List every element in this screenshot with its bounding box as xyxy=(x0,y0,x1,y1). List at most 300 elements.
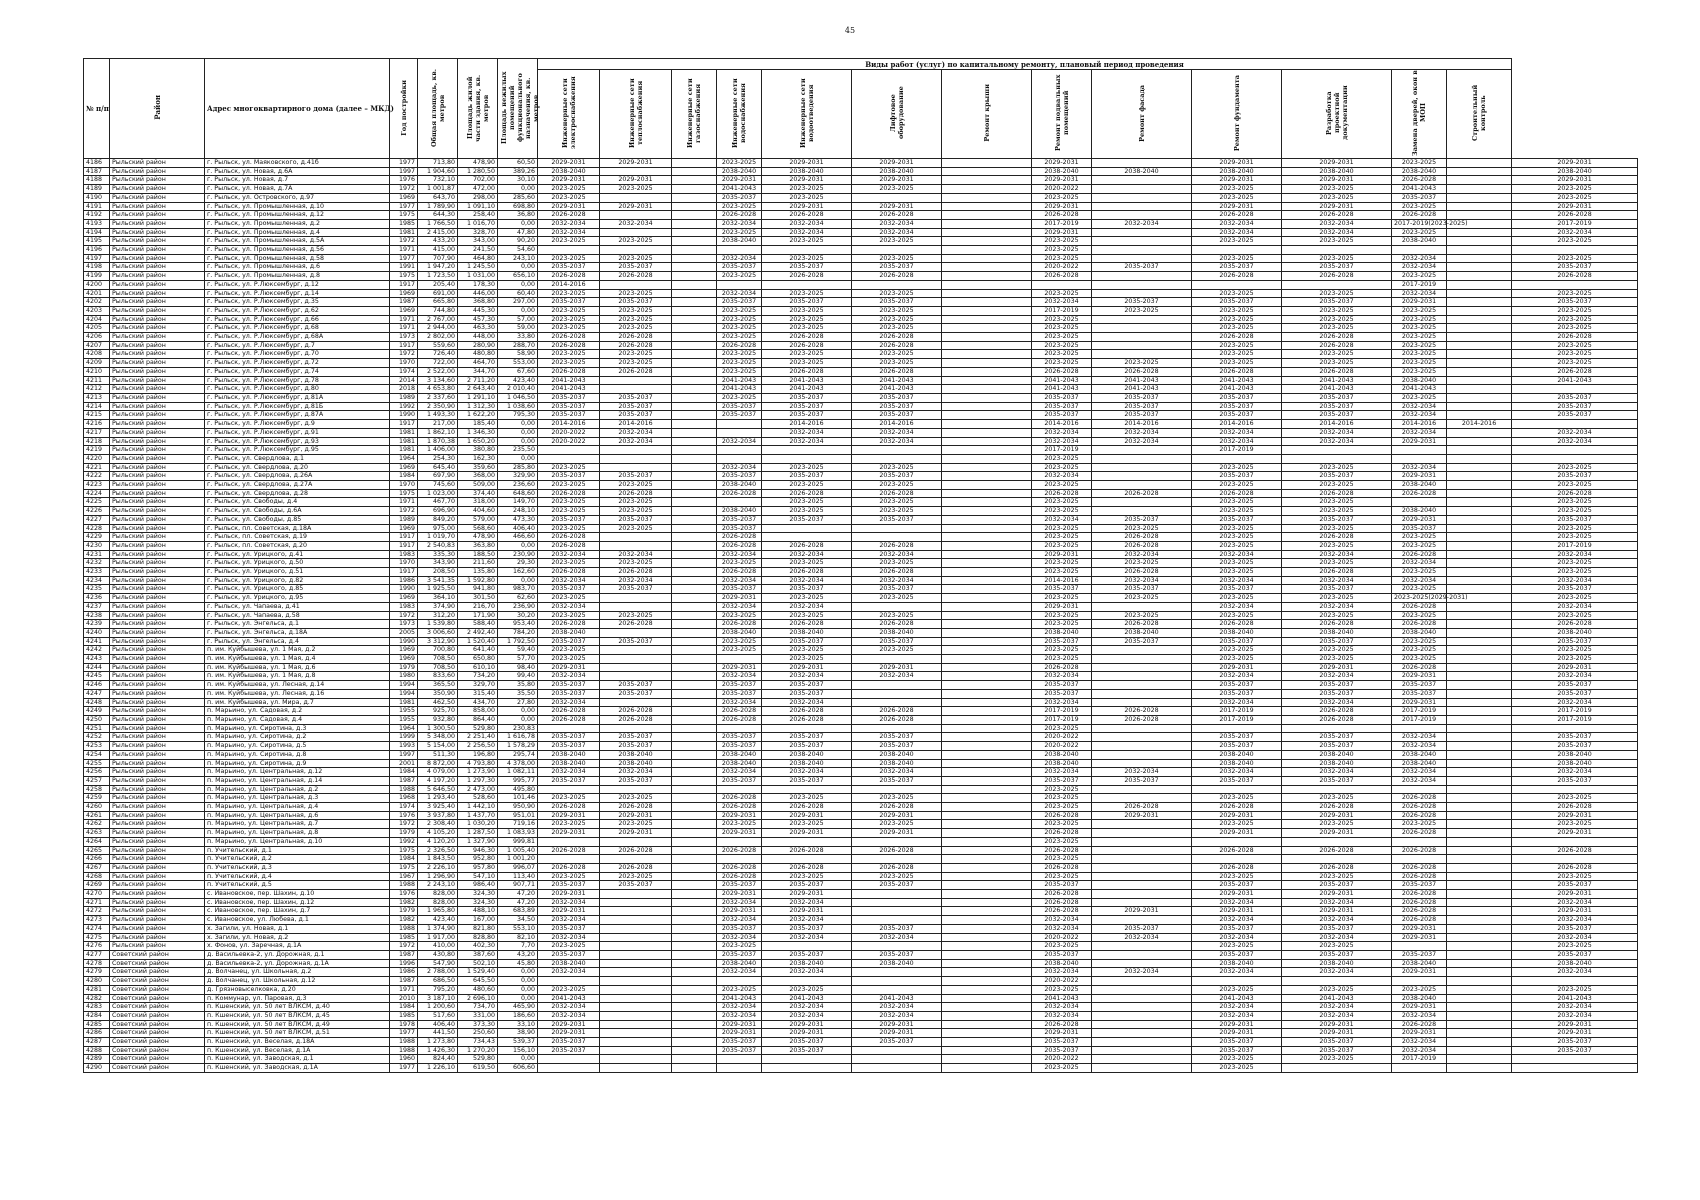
table-cell: 2023-2025 xyxy=(1392,820,1447,829)
table-cell: 402,30 xyxy=(458,942,498,951)
table-cell: Рыльский район xyxy=(110,907,205,916)
table-cell: 2023-2025 xyxy=(1192,594,1282,603)
table-cell xyxy=(600,672,672,681)
table-cell xyxy=(942,803,1032,812)
table-cell: 1969 xyxy=(390,646,418,655)
table-cell: 2032-2034 xyxy=(600,437,672,446)
table-cell: 2020-2022 xyxy=(1032,933,1092,942)
table-cell xyxy=(1092,333,1192,342)
table-cell: 2023-2025 xyxy=(600,559,672,568)
table-cell: 2023-2025 xyxy=(852,185,942,194)
table-cell: 365,50 xyxy=(418,681,458,690)
table-cell xyxy=(1192,785,1282,794)
table-cell: 2023-2025 xyxy=(1512,594,1638,603)
table-row xyxy=(84,750,1638,759)
table-row xyxy=(84,689,1638,698)
table-cell: Рыльский район xyxy=(110,898,205,907)
table-cell xyxy=(1447,541,1512,550)
table-cell: 2026-2028 xyxy=(1032,489,1092,498)
table-cell: 2035-2037 xyxy=(852,1038,942,1047)
table-cell xyxy=(1092,855,1192,864)
table-cell: 2023-2025 xyxy=(538,289,600,298)
table-cell: 2032-2034 xyxy=(1512,1011,1638,1020)
table-cell: 4286 xyxy=(84,1029,110,1038)
table-cell xyxy=(672,698,717,707)
table-row xyxy=(84,829,1638,838)
table-cell: 2035-2037 xyxy=(717,411,762,420)
table-cell xyxy=(762,246,852,255)
table-cell: 2026-2028 xyxy=(600,489,672,498)
table-cell: 2035-2037 xyxy=(538,742,600,751)
table-cell: 0,00 xyxy=(498,420,538,429)
table-cell xyxy=(942,515,1032,524)
table-cell: п. им. Куйбышева, ул. 1 Мая, д.4 xyxy=(205,655,390,664)
table-cell: 2023-2025 xyxy=(1192,646,1282,655)
table-cell: 2041-2043 xyxy=(1392,385,1447,394)
table-cell: 2 473,00 xyxy=(458,785,498,794)
table-cell: 2023-2025 xyxy=(1032,533,1092,542)
table-cell: г. Рыльск, ул. Новая, д.6А xyxy=(205,167,390,176)
table-cell xyxy=(942,724,1032,733)
table-cell xyxy=(672,324,717,333)
table-cell: 135,80 xyxy=(458,568,498,577)
table-cell: 2029-2031 xyxy=(1282,663,1392,672)
table-cell: 2032-2034 xyxy=(717,698,762,707)
table-cell xyxy=(600,907,672,916)
table-cell: 2032-2034 xyxy=(1192,1003,1282,1012)
table-cell: 4188 xyxy=(84,176,110,185)
table-cell: 4247 xyxy=(84,689,110,698)
table-cell: 4254 xyxy=(84,750,110,759)
table-cell: 2032-2034 xyxy=(852,1011,942,1020)
table-cell: 0,00 xyxy=(498,280,538,289)
table-cell: Рыльский район xyxy=(110,628,205,637)
table-cell: 2032-2034 xyxy=(1282,219,1392,228)
table-cell: 2023-2025 xyxy=(1192,315,1282,324)
table-cell xyxy=(1092,655,1192,664)
table-cell: 1 280,50 xyxy=(458,167,498,176)
table-cell xyxy=(672,655,717,664)
table-row xyxy=(84,437,1638,446)
table-cell: 559,60 xyxy=(418,341,458,350)
table-cell: г. Рыльск, ул. Р.Люксембург, д.91 xyxy=(205,428,390,437)
table-cell: 2014-2016 xyxy=(538,420,600,429)
table-row xyxy=(84,219,1638,228)
table-cell: 2038-2040 xyxy=(1282,750,1392,759)
table-cell xyxy=(1392,454,1447,463)
table-cell: 700,80 xyxy=(418,646,458,655)
table-cell: 3 541,35 xyxy=(418,576,458,585)
table-cell: 4262 xyxy=(84,820,110,829)
table-cell: 480,80 xyxy=(458,350,498,359)
table-cell: 2035-2037 xyxy=(1512,637,1638,646)
table-cell xyxy=(1092,159,1192,168)
table-cell xyxy=(942,933,1032,942)
table-cell: 4240 xyxy=(84,628,110,637)
table-cell xyxy=(1092,724,1192,733)
table-cell: 2023-2025 xyxy=(1392,611,1447,620)
table-cell: 2035-2037 xyxy=(1032,1046,1092,1055)
table-cell: 833,60 xyxy=(418,672,458,681)
table-cell: 2035-2037 xyxy=(538,681,600,690)
table-cell: 2026-2028 xyxy=(1282,533,1392,542)
table-cell: 2032-2034 xyxy=(1192,602,1282,611)
table-row xyxy=(84,498,1638,507)
table-cell: 1955 xyxy=(390,707,418,716)
table-row xyxy=(84,655,1638,664)
table-cell: 2032-2034 xyxy=(1512,576,1638,585)
table-cell: 2026-2028 xyxy=(600,846,672,855)
table-cell: 2029-2031 xyxy=(1282,159,1392,168)
table-cell: 2023-2025 xyxy=(762,794,852,803)
table-cell: 4235 xyxy=(84,585,110,594)
table-cell: 1 925,50 xyxy=(418,585,458,594)
table-cell: 4265 xyxy=(84,846,110,855)
table-cell: 2038-2040 xyxy=(600,759,672,768)
table-cell: 4289 xyxy=(84,1055,110,1064)
table-row xyxy=(84,855,1638,864)
table-cell: 4234 xyxy=(84,576,110,585)
table-cell: 2041-2043 xyxy=(717,185,762,194)
table-cell: 2032-2034 xyxy=(1282,1003,1392,1012)
table-cell: Рыльский район xyxy=(110,794,205,803)
table-cell: 4269 xyxy=(84,881,110,890)
table-cell: 2035-2037 xyxy=(852,472,942,481)
table-cell xyxy=(942,898,1032,907)
table-cell xyxy=(600,454,672,463)
table-cell xyxy=(942,620,1032,629)
table-cell xyxy=(942,1064,1032,1073)
table-cell: 2035-2037 xyxy=(600,733,672,742)
table-cell: Рыльский район xyxy=(110,672,205,681)
table-cell: Советский район xyxy=(110,950,205,959)
table-cell: 2032-2034 xyxy=(1392,289,1447,298)
table-cell: 2035-2037 xyxy=(538,776,600,785)
table-cell: 2035-2037 xyxy=(717,950,762,959)
table-cell: 2032-2034 xyxy=(600,550,672,559)
table-cell: 619,50 xyxy=(458,1064,498,1073)
table-cell: 462,50 xyxy=(418,698,458,707)
table-cell: 2032-2034 xyxy=(1192,698,1282,707)
table-cell: 4238 xyxy=(84,611,110,620)
table-cell: 2038-2040 xyxy=(538,167,600,176)
table-cell: 2032-2034 xyxy=(538,219,600,228)
table-cell: 2026-2028 xyxy=(762,367,852,376)
table-cell: г. Рыльск, ул. Урицкого, д.95 xyxy=(205,594,390,603)
table-cell: 0,00 xyxy=(498,985,538,994)
table-cell: 2023-2025 xyxy=(852,315,942,324)
table-cell: 1988 xyxy=(390,881,418,890)
table-cell: 2038-2040 xyxy=(538,959,600,968)
table-cell: 2023-2025 xyxy=(1392,655,1447,664)
table-cell: 2035-2037 xyxy=(1192,411,1282,420)
table-cell xyxy=(672,794,717,803)
table-cell: 1975 xyxy=(390,272,418,281)
table-cell: 925,70 xyxy=(418,707,458,716)
table-cell: 2023-2025 xyxy=(762,289,852,298)
table-cell: 2032-2034 xyxy=(1282,428,1392,437)
table-cell: 406,40 xyxy=(498,524,538,533)
table-cell: 2038-2040 xyxy=(538,750,600,759)
table-cell: 983,70 xyxy=(498,585,538,594)
table-cell: п. Учительский, д.4 xyxy=(205,872,390,881)
table-cell: Советский район xyxy=(110,1003,205,1012)
table-cell: 2026-2028 xyxy=(1392,602,1447,611)
table-row xyxy=(84,950,1638,959)
table-cell: 2035-2037 xyxy=(538,298,600,307)
table-cell: 1977 xyxy=(390,202,418,211)
table-cell: 2026-2028 xyxy=(852,489,942,498)
table-cell: 2035-2037 xyxy=(852,515,942,524)
table-cell: 2035-2037 xyxy=(538,585,600,594)
table-cell: 2032-2034 xyxy=(1392,576,1447,585)
table-cell xyxy=(852,855,942,864)
table-cell: Рыльский район xyxy=(110,785,205,794)
table-cell: 2023-2025 xyxy=(1032,193,1092,202)
table-row xyxy=(84,759,1638,768)
table-row xyxy=(84,541,1638,550)
table-cell xyxy=(942,846,1032,855)
table-cell: 2035-2037 xyxy=(1192,472,1282,481)
table-cell xyxy=(672,376,717,385)
table-cell xyxy=(1092,1020,1192,1029)
table-cell: 2035-2037 xyxy=(717,733,762,742)
table-cell xyxy=(672,820,717,829)
table-row xyxy=(84,1038,1638,1047)
table-cell: 446,00 xyxy=(458,289,498,298)
table-cell: 2023-2025 xyxy=(717,559,762,568)
table-cell: 1955 xyxy=(390,716,418,725)
table-cell: 185,40 xyxy=(458,420,498,429)
table-cell: 1973 xyxy=(390,333,418,342)
table-cell: 1 312,30 xyxy=(458,402,498,411)
table-cell xyxy=(942,541,1032,550)
table-cell: 2038-2040 xyxy=(1282,628,1392,637)
table-cell: 2038-2040 xyxy=(1192,759,1282,768)
table-cell xyxy=(1282,280,1392,289)
table-cell xyxy=(942,524,1032,533)
table-cell: 2035-2037 xyxy=(717,524,762,533)
table-cell xyxy=(600,898,672,907)
table-row xyxy=(84,211,1638,220)
table-cell: 2035-2037 xyxy=(1512,689,1638,698)
table-cell: 2041-2043 xyxy=(538,376,600,385)
table-cell: Рыльский район xyxy=(110,228,205,237)
table-cell xyxy=(1447,254,1512,263)
table-cell: 1 374,90 xyxy=(418,924,458,933)
table-cell: 2026-2028 xyxy=(600,620,672,629)
table-cell xyxy=(942,202,1032,211)
table-cell xyxy=(1092,237,1192,246)
table-cell: 1969 xyxy=(390,289,418,298)
table-row xyxy=(84,1064,1638,1073)
table-cell xyxy=(538,446,600,455)
table-cell: 1977 xyxy=(390,1029,418,1038)
table-cell: 2026-2028 xyxy=(600,803,672,812)
table-cell: 2038-2040 xyxy=(717,628,762,637)
table-cell: 0,00 xyxy=(498,1055,538,1064)
table-cell xyxy=(852,280,942,289)
table-cell: 1988 xyxy=(390,1046,418,1055)
table-cell: 2023-2025 xyxy=(538,985,600,994)
table-cell xyxy=(1447,942,1512,951)
table-cell: 2032-2034 xyxy=(1282,698,1392,707)
table-cell: 2032-2034 xyxy=(538,228,600,237)
table-row xyxy=(84,176,1638,185)
table-cell xyxy=(1447,759,1512,768)
table-cell: 2029-2031 xyxy=(852,1020,942,1029)
table-cell: 828,00 xyxy=(418,890,458,899)
table-cell: 1984 xyxy=(390,768,418,777)
table-cell: 2032-2034 xyxy=(1032,472,1092,481)
table-cell: Рыльский район xyxy=(110,472,205,481)
table-cell: 2023-2025 xyxy=(1282,463,1392,472)
table-cell: 1983 xyxy=(390,550,418,559)
table-cell: 986,40 xyxy=(458,881,498,890)
table-cell: 2035-2037 xyxy=(600,742,672,751)
table-cell: 2023-2025 xyxy=(1282,254,1392,263)
table-cell: 4213 xyxy=(84,393,110,402)
table-cell: 495,80 xyxy=(498,785,538,794)
table-cell: 2026-2028 xyxy=(1192,489,1282,498)
table-row xyxy=(84,594,1638,603)
table-cell: 445,30 xyxy=(458,306,498,315)
header-nonliving-area: Площадь нежилых помещений функционального назначения, кв. метров xyxy=(498,59,538,159)
table-cell xyxy=(942,968,1032,977)
table-cell xyxy=(717,280,762,289)
table-cell: 1969 xyxy=(390,463,418,472)
table-row xyxy=(84,602,1638,611)
table-cell xyxy=(942,237,1032,246)
table-cell xyxy=(942,611,1032,620)
table-cell: 90,20 xyxy=(498,237,538,246)
table-cell xyxy=(942,481,1032,490)
table-cell: 2023-2025 xyxy=(538,794,600,803)
table-cell: Рыльский район xyxy=(110,768,205,777)
table-cell: 2026-2028 xyxy=(1192,863,1282,872)
table-cell: 1989 xyxy=(390,393,418,402)
table-cell: 2023-2025 xyxy=(717,333,762,342)
table-cell: 2035-2037 xyxy=(600,515,672,524)
table-cell xyxy=(672,916,717,925)
table-cell: 2023-2025 xyxy=(600,254,672,263)
table-cell: 2032-2034 xyxy=(762,1003,852,1012)
table-cell xyxy=(600,924,672,933)
table-cell xyxy=(1392,498,1447,507)
table-cell: 2023-2025 xyxy=(762,985,852,994)
table-row xyxy=(84,681,1638,690)
table-cell: 2035-2037 xyxy=(852,950,942,959)
table-cell: 2 696,10 xyxy=(458,994,498,1003)
table-cell: 2023-2025 xyxy=(1192,341,1282,350)
table-cell: 2023-2025 xyxy=(538,498,600,507)
table-cell: 2029-2031 xyxy=(1032,202,1092,211)
table-cell xyxy=(672,185,717,194)
table-row xyxy=(84,733,1638,742)
table-cell: Рыльский район xyxy=(110,280,205,289)
table-cell: 2035-2037 xyxy=(1512,681,1638,690)
table-cell xyxy=(1447,568,1512,577)
table-row xyxy=(84,324,1638,333)
table-cell xyxy=(672,924,717,933)
table-cell: 2023-2025 xyxy=(538,237,600,246)
table-cell: 2014-2016 xyxy=(1447,420,1512,429)
table-cell: 2032-2034 xyxy=(1512,428,1638,437)
table-cell: 2029-2031 xyxy=(717,594,762,603)
table-cell: 2023-2025 xyxy=(600,237,672,246)
table-cell: 2041-2043 xyxy=(1512,994,1638,1003)
table-cell xyxy=(942,559,1032,568)
table-cell: 2035-2037 xyxy=(852,263,942,272)
table-cell: 2023-2025 xyxy=(717,985,762,994)
table-row xyxy=(84,272,1638,281)
table-cell: 2032-2034 xyxy=(717,550,762,559)
table-cell: 4261 xyxy=(84,811,110,820)
table-cell xyxy=(672,446,717,455)
table-cell: 2032-2034 xyxy=(1392,1038,1447,1047)
table-cell xyxy=(1447,393,1512,402)
table-cell xyxy=(538,454,600,463)
table-cell: 2035-2037 xyxy=(600,393,672,402)
table-cell: 2032-2034 xyxy=(1282,768,1392,777)
table-cell xyxy=(1447,167,1512,176)
table-cell: г. Рыльск, ул. Промышленная, д.56 xyxy=(205,246,390,255)
table-cell: 2032-2034 xyxy=(1192,672,1282,681)
table-cell: 2032-2034 xyxy=(1092,933,1192,942)
table-cell xyxy=(942,916,1032,925)
table-cell: 665,80 xyxy=(418,298,458,307)
header-works-group: Виды работ (услуг) по капитальному ремонту, плановый период проведения xyxy=(538,59,1512,70)
table-row xyxy=(84,367,1638,376)
table-cell: 2035-2037 xyxy=(1512,411,1638,420)
table-cell xyxy=(1092,759,1192,768)
table-cell: 1917 xyxy=(390,420,418,429)
table-cell: 2023-2025 xyxy=(852,646,942,655)
table-cell xyxy=(1447,350,1512,359)
header-district: Район xyxy=(110,59,205,159)
table-cell: 996,07 xyxy=(498,863,538,872)
table-cell: 2032-2034 xyxy=(1512,916,1638,925)
table-cell: г. Рыльск, ул. Новая, д.7А xyxy=(205,185,390,194)
table-cell: 2029-2031 xyxy=(717,1029,762,1038)
table-cell: 149,70 xyxy=(498,498,538,507)
table-cell: Рыльский район xyxy=(110,315,205,324)
table-cell xyxy=(600,724,672,733)
table-cell: 0,00 xyxy=(498,541,538,550)
table-cell: г. Рыльск, ул. Р.Люксембург, д.87А xyxy=(205,411,390,420)
table-cell: Рыльский район xyxy=(110,359,205,368)
table-cell: 478,90 xyxy=(458,159,498,168)
table-cell: 1 083,93 xyxy=(498,829,538,838)
table-cell: 2038-2040 xyxy=(1512,959,1638,968)
table-cell: 2023-2025 xyxy=(1282,315,1392,324)
table-cell xyxy=(1447,306,1512,315)
table-cell: 285,80 xyxy=(498,463,538,472)
table-cell xyxy=(1512,837,1638,846)
table-cell: Советский район xyxy=(110,968,205,977)
table-cell xyxy=(600,228,672,237)
table-cell: 4198 xyxy=(84,263,110,272)
table-cell: 2032-2034 xyxy=(717,916,762,925)
table-cell: 2035-2037 xyxy=(1282,585,1392,594)
table-cell: 2035-2037 xyxy=(1032,681,1092,690)
table-cell: 2032-2034 xyxy=(1512,672,1638,681)
table-cell xyxy=(672,994,717,1003)
table-cell xyxy=(1447,1046,1512,1055)
table-cell xyxy=(852,724,942,733)
table-cell: г. Рыльск, ул. Р.Люксембург, д.66 xyxy=(205,315,390,324)
table-cell: 410,00 xyxy=(418,942,458,951)
